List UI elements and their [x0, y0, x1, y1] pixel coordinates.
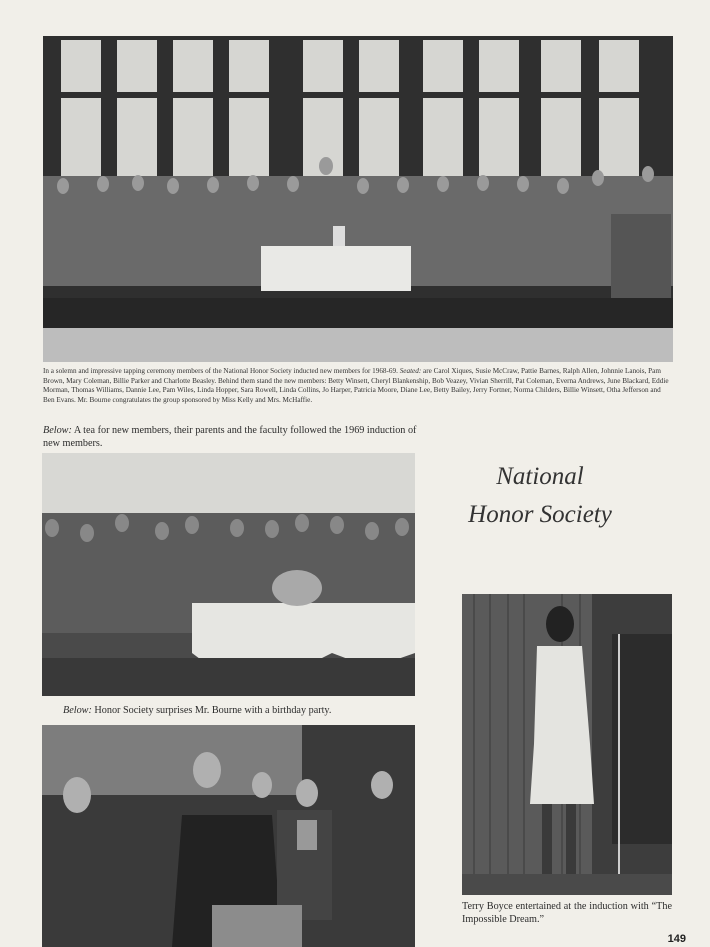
ceremony-caption-rest: are Carol Xiques, Susie McCraw, Pattie Barnes, Ralph Allen, Johnnie Lanois, Pam Brown, Mary Coleman, Billie Parker and Charlotte Beasley. Behind them stand the new members: Betty Winsett, Cheryl Blankenship, Bob Veazey, Vivian Sherrill, Pat Coleman, Everna Andrews, June Blackard, Eddie Morman, Thomas Williams, Dannie Lee, Pam Wiles, Linda Hopper, Sara Rowell, Linda Collins, Jo Harper, Patricia Moore, Diane Lee, Betty Bailey, Jerry Fortner, Norma Childers, Billie Winsett, Otha Jefferson and Ben Evans. Mr. Bourne congratulates the group sponsored by Miss Kelly and Mrs. McHaffie.: [43, 367, 669, 404]
birthday-caption: [63, 704, 423, 717]
tea-caption: [43, 424, 423, 451]
singer-caption-text: Terry Boyce entertained at the induction with “The Impossible Dream.”: [462, 901, 672, 926]
birthday-photo: [42, 725, 415, 947]
ceremony-caption-seated-label: Seated:: [399, 367, 422, 375]
birthday-caption-label: Below:: [63, 705, 92, 716]
birthday-caption-text: Honor Society surprises Mr. Bourne with a birthday party.: [94, 705, 332, 716]
tea-caption-text: A tea for new members, their parents and the faculty followed the 1969 induction of new members.: [43, 425, 417, 450]
ceremony-caption: [43, 367, 673, 405]
singer-caption: [462, 900, 672, 927]
ceremony-caption-lead: In a solemn and impressive tapping ceremony members of the National Honor Society inducted new members for 1968-69.: [43, 367, 398, 375]
page-title: [440, 458, 640, 533]
tea-caption-label: Below:: [43, 425, 72, 436]
ceremony-photo: [43, 36, 673, 362]
singer-photo: [462, 594, 672, 895]
tea-photo: [42, 453, 415, 696]
page-title-line2: Honor Society: [468, 500, 612, 528]
page-title-line1: National: [496, 463, 584, 490]
page-number: 149: [667, 933, 686, 945]
